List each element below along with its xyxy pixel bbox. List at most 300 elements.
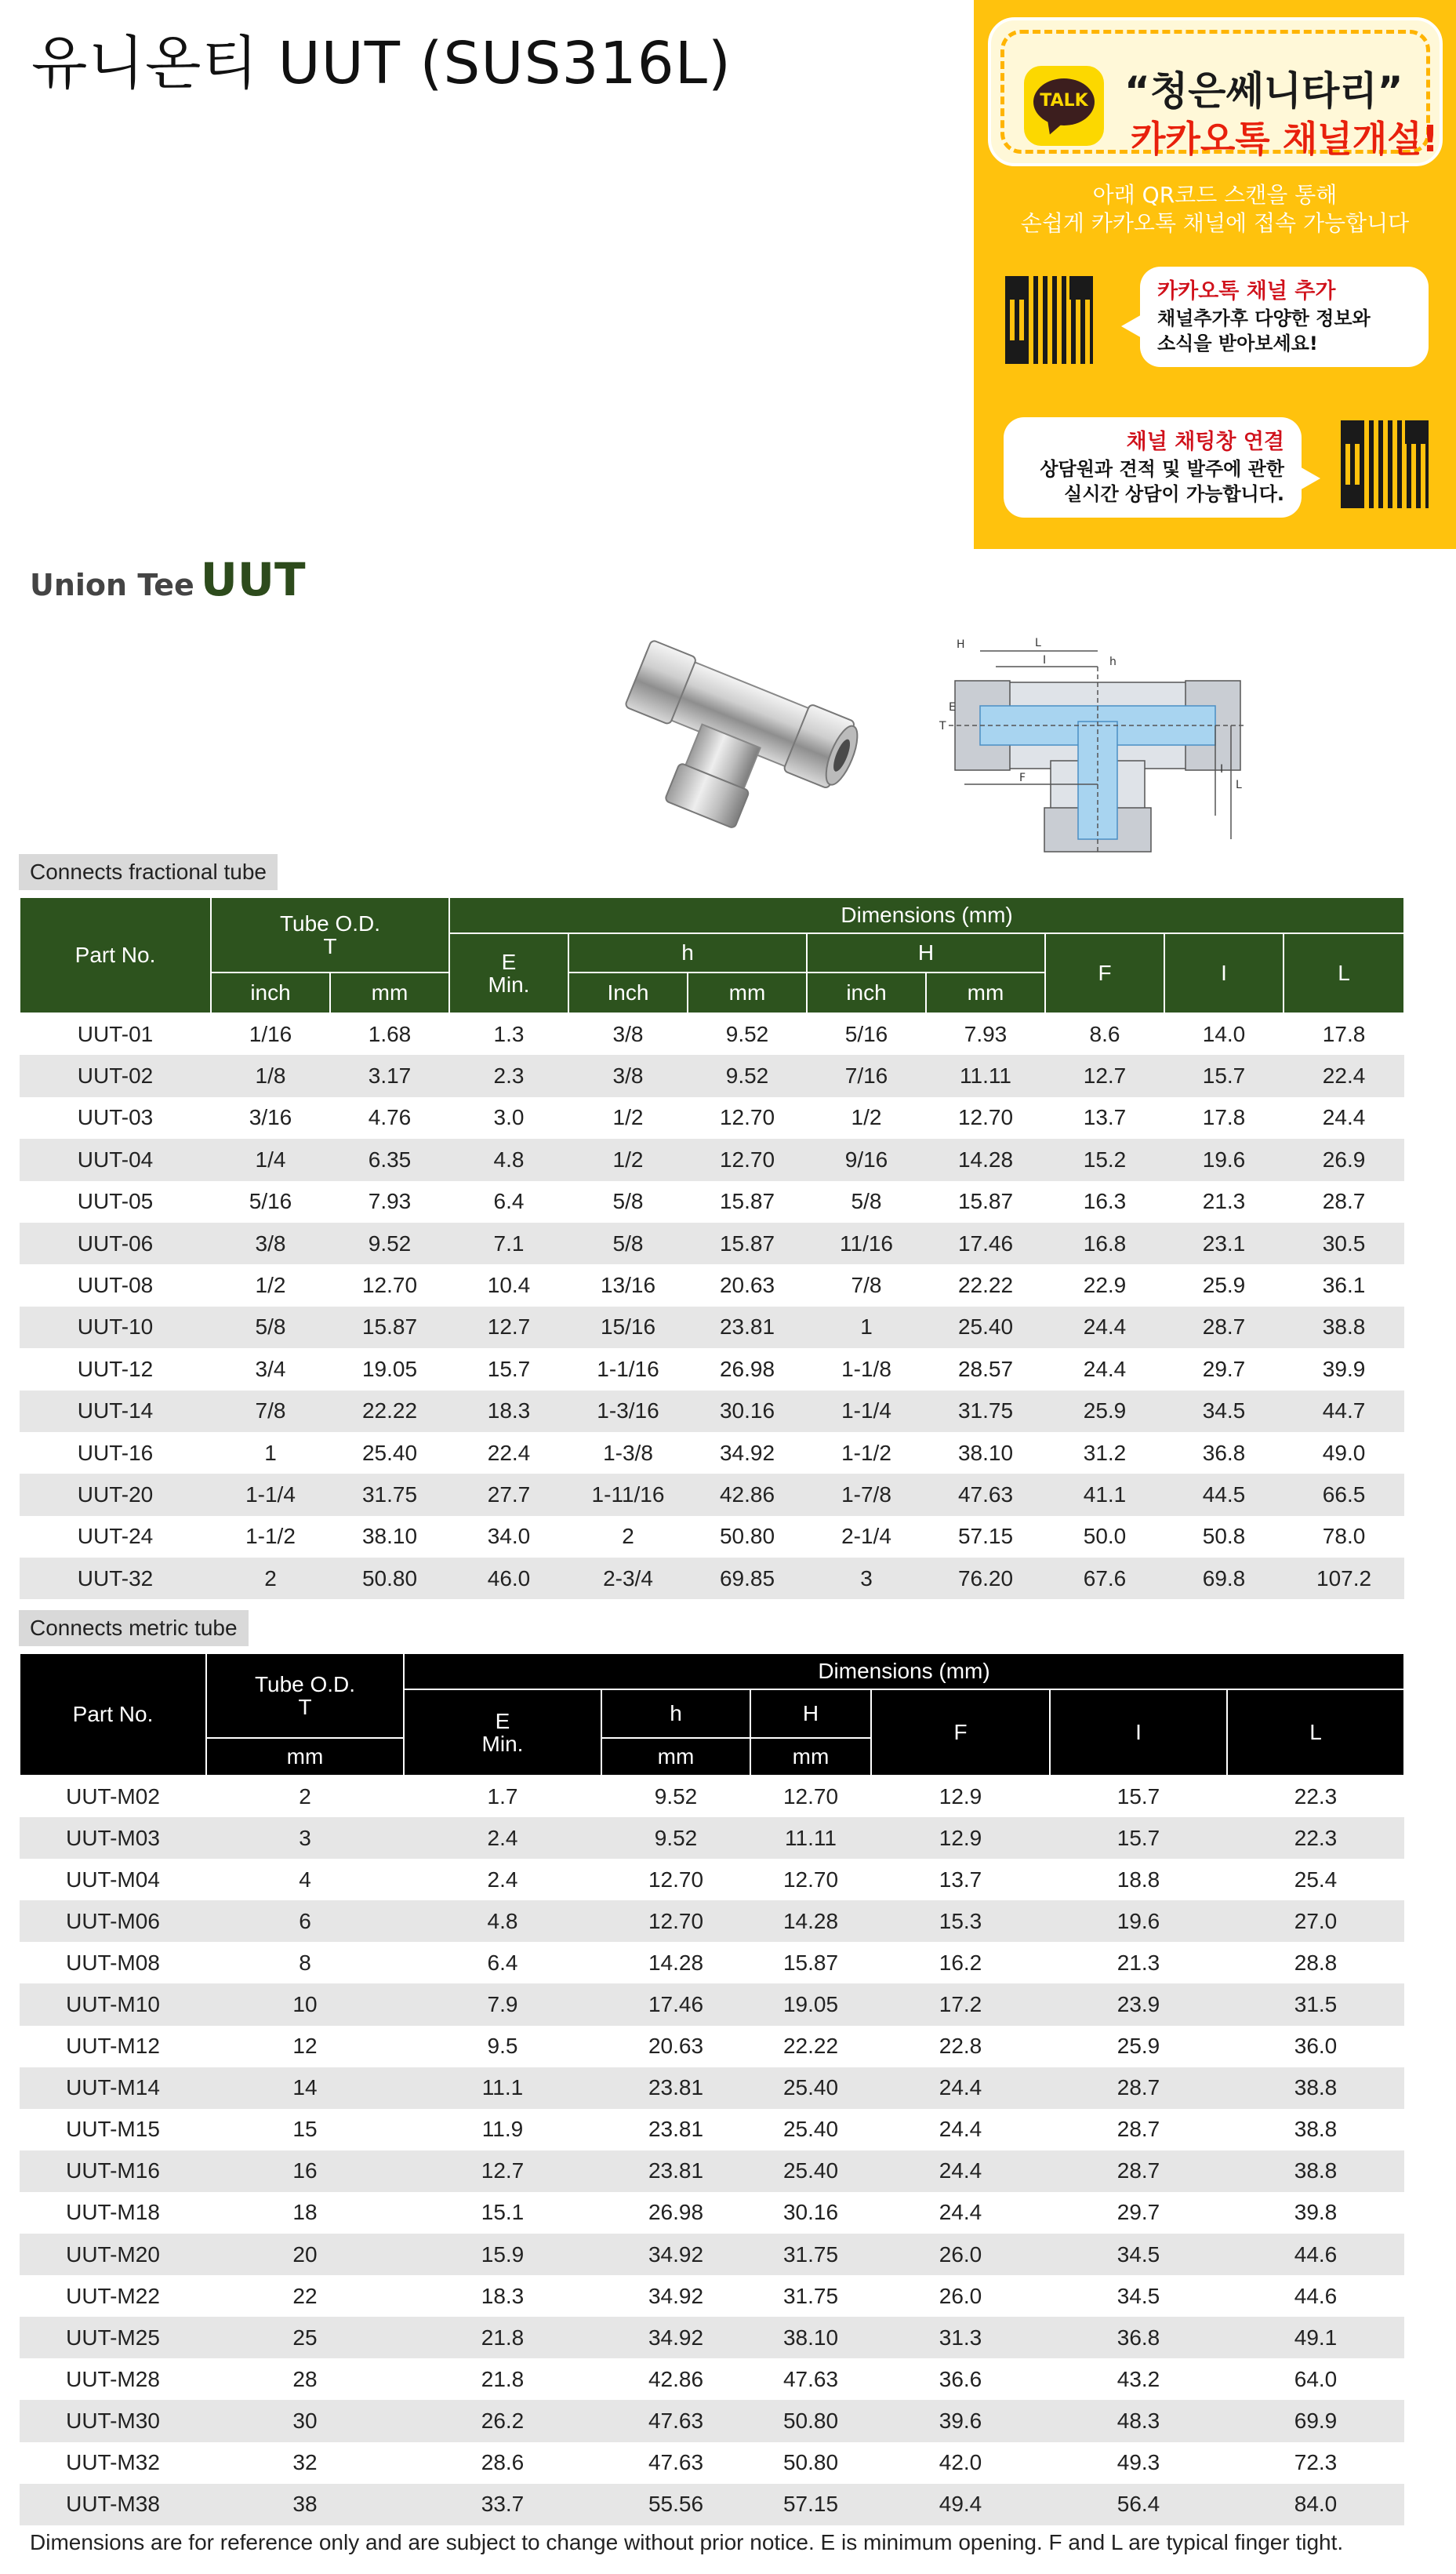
table-cell: 49.3 bbox=[1050, 2442, 1227, 2484]
table-cell: 1-11/16 bbox=[568, 1474, 688, 1515]
table-row bbox=[20, 1983, 1404, 2025]
table-cell: 1/8 bbox=[211, 1055, 330, 1096]
table-cell: 22.3 bbox=[1227, 1776, 1404, 1817]
table-row bbox=[20, 2442, 1404, 2484]
table-row bbox=[20, 2150, 1404, 2192]
table-cell: 15/16 bbox=[568, 1307, 688, 1348]
table-cell: 1/2 bbox=[807, 1097, 926, 1139]
table-cell: 23.1 bbox=[1164, 1223, 1284, 1264]
table-cell: 25.4 bbox=[1227, 1859, 1404, 1900]
table-cell: 57.15 bbox=[926, 1516, 1045, 1558]
table-cell: 31.75 bbox=[330, 1474, 449, 1515]
table-cell: 24.4 bbox=[871, 2109, 1050, 2150]
drawing-label-I-vertical: I bbox=[1220, 763, 1224, 776]
table-cell: 50.80 bbox=[330, 1558, 449, 1599]
part-number-cell: UUT-32 bbox=[20, 1558, 211, 1599]
header-h-inch: Inch bbox=[568, 973, 688, 1013]
table-cell: 66.5 bbox=[1284, 1474, 1404, 1515]
header-H-mm: mm bbox=[926, 973, 1045, 1013]
table-cell: 5/16 bbox=[211, 1181, 330, 1223]
table-cell: 1-3/8 bbox=[568, 1432, 688, 1474]
table-cell: 32 bbox=[206, 2442, 404, 2484]
part-number-cell: UUT-02 bbox=[20, 1055, 211, 1096]
table-cell: 72.3 bbox=[1227, 2442, 1404, 2484]
qr-code-chat-channel[interactable] bbox=[1341, 420, 1429, 508]
table-cell: 23.81 bbox=[601, 2109, 750, 2150]
table-cell: 47.63 bbox=[601, 2442, 750, 2484]
table-cell: 25 bbox=[206, 2317, 404, 2358]
table-row bbox=[20, 1942, 1404, 1983]
table-cell: 15.1 bbox=[404, 2192, 601, 2234]
table-cell: 15.7 bbox=[449, 1348, 568, 1390]
table-cell: 25.40 bbox=[926, 1307, 1045, 1348]
drawing-label-H: H bbox=[957, 638, 965, 651]
table-cell: 29.7 bbox=[1050, 2192, 1227, 2234]
table-cell: 38.8 bbox=[1227, 2109, 1404, 2150]
kakao-scan-line-2: 손쉽게 카카오톡 채널에 접속 가능합니다 bbox=[1020, 210, 1410, 236]
table-cell: 18.8 bbox=[1050, 1859, 1227, 1900]
qr-code-add-channel[interactable] bbox=[1005, 276, 1093, 364]
table-cell: 1.7 bbox=[404, 1776, 601, 1817]
table-cell: 14.0 bbox=[1164, 1013, 1284, 1055]
table-cell: 38.10 bbox=[330, 1516, 449, 1558]
product-heading bbox=[30, 553, 306, 606]
table-cell: 15.7 bbox=[1164, 1055, 1284, 1096]
kakao-banner bbox=[988, 17, 1443, 166]
table-cell: 2.4 bbox=[404, 1859, 601, 1900]
table-cell: 3/8 bbox=[568, 1013, 688, 1055]
table-cell: 26.0 bbox=[871, 2234, 1050, 2275]
table-cell: 27.0 bbox=[1227, 1900, 1404, 1942]
table-cell: 34.92 bbox=[601, 2275, 750, 2317]
table-cell: 18.3 bbox=[449, 1391, 568, 1432]
header-e: E bbox=[501, 949, 517, 974]
table-cell: 14.28 bbox=[601, 1942, 750, 1983]
table-cell: 13/16 bbox=[568, 1264, 688, 1306]
table-cell: 4.8 bbox=[404, 1900, 601, 1942]
table-cell: 6.4 bbox=[449, 1181, 568, 1223]
table-cell: 12 bbox=[206, 2026, 404, 2067]
table-cell: 38.10 bbox=[926, 1432, 1045, 1474]
table-cell: 9.52 bbox=[601, 1817, 750, 1859]
header-h-small: h bbox=[568, 933, 807, 973]
table-cell: 34.5 bbox=[1050, 2275, 1227, 2317]
table-cell: 17.8 bbox=[1164, 1097, 1284, 1139]
table-cell: 25.40 bbox=[750, 2067, 871, 2109]
table-cell: 26.98 bbox=[688, 1348, 807, 1390]
table-cell: 6.4 bbox=[404, 1942, 601, 1983]
part-number-cell: UUT-M20 bbox=[20, 2234, 206, 2275]
drawing-label-E: E bbox=[949, 701, 956, 714]
table-cell: 29.7 bbox=[1164, 1348, 1284, 1390]
table-cell: 4.8 bbox=[449, 1139, 568, 1180]
table-cell: 31.75 bbox=[750, 2234, 871, 2275]
table-cell: 1-1/8 bbox=[807, 1348, 926, 1390]
table-cell: 46.0 bbox=[449, 1558, 568, 1599]
table-cell: 3/8 bbox=[211, 1223, 330, 1264]
part-number-cell: UUT-M10 bbox=[20, 1983, 206, 2025]
table-cell: 7.93 bbox=[330, 1181, 449, 1223]
header-e-min bbox=[449, 933, 568, 1013]
table-cell: 23.9 bbox=[1050, 1983, 1227, 2025]
table-cell: 1-1/16 bbox=[568, 1348, 688, 1390]
table-cell: 7.1 bbox=[449, 1223, 568, 1264]
part-number-cell: UUT-M22 bbox=[20, 2275, 206, 2317]
table-cell: 7.9 bbox=[404, 1983, 601, 2025]
table-row bbox=[20, 2067, 1404, 2109]
table-cell: 14 bbox=[206, 2067, 404, 2109]
kakao-channel-open: 카카오톡 채널개설! bbox=[1131, 118, 1439, 160]
table-cell: 57.15 bbox=[750, 2484, 871, 2525]
table-cell: 20.63 bbox=[601, 2026, 750, 2067]
table-row bbox=[20, 2358, 1404, 2400]
table-cell: 2-3/4 bbox=[568, 1558, 688, 1599]
header-H-inch: inch bbox=[807, 973, 926, 1013]
table-cell: 49.4 bbox=[871, 2484, 1050, 2525]
table-cell: 22.9 bbox=[1045, 1264, 1164, 1306]
table-cell: 11.1 bbox=[404, 2067, 601, 2109]
part-number-cell: UUT-01 bbox=[20, 1013, 211, 1055]
table-cell: 19.6 bbox=[1050, 1900, 1227, 1942]
table-row bbox=[20, 1139, 1404, 1180]
drawing-label-L-vertical: L bbox=[1236, 779, 1242, 791]
table-cell: 26.0 bbox=[871, 2275, 1050, 2317]
table-cell: 12.7 bbox=[449, 1307, 568, 1348]
part-number-cell: UUT-10 bbox=[20, 1307, 211, 1348]
table-cell: 28.7 bbox=[1050, 2150, 1227, 2192]
metric-header-tube-od bbox=[206, 1653, 404, 1738]
table-cell: 28.7 bbox=[1050, 2067, 1227, 2109]
table-cell: 10 bbox=[206, 1983, 404, 2025]
table-cell: 12.9 bbox=[871, 1817, 1050, 1859]
table-cell: 7/8 bbox=[211, 1391, 330, 1432]
table-cell: 33.7 bbox=[404, 2484, 601, 2525]
table-cell: 15.87 bbox=[926, 1181, 1045, 1223]
table-cell: 1-1/2 bbox=[211, 1516, 330, 1558]
header-min: Min. bbox=[488, 973, 530, 997]
table-cell: 3/4 bbox=[211, 1348, 330, 1390]
talk-label: TALK bbox=[1040, 91, 1088, 111]
table-cell: 16.3 bbox=[1045, 1181, 1164, 1223]
table-row bbox=[20, 2484, 1404, 2525]
header-part-no: Part No. bbox=[20, 897, 211, 1013]
metric-header-i: I bbox=[1050, 1689, 1227, 1776]
table-cell: 38 bbox=[206, 2484, 404, 2525]
table-cell: 25.9 bbox=[1050, 2026, 1227, 2067]
header-tube-inch: inch bbox=[211, 973, 330, 1013]
table-cell: 36.8 bbox=[1164, 1432, 1284, 1474]
part-number-cell: UUT-M38 bbox=[20, 2484, 206, 2525]
table-cell: 30 bbox=[206, 2400, 404, 2441]
table-cell: 19.05 bbox=[330, 1348, 449, 1390]
table-cell: 1.3 bbox=[449, 1013, 568, 1055]
table-cell: 6.35 bbox=[330, 1139, 449, 1180]
table-cell: 21.3 bbox=[1050, 1942, 1227, 1983]
table-row bbox=[20, 2317, 1404, 2358]
table-cell: 3 bbox=[206, 1817, 404, 1859]
table-cell: 7/16 bbox=[807, 1055, 926, 1096]
union-tee-photo bbox=[612, 627, 862, 847]
table-cell: 21.3 bbox=[1164, 1181, 1284, 1223]
table-cell: 6 bbox=[206, 1900, 404, 1942]
product-heading-small: Union Tee bbox=[30, 568, 194, 602]
table-cell: 17.46 bbox=[926, 1223, 1045, 1264]
table-cell: 38.8 bbox=[1227, 2067, 1404, 2109]
table-row bbox=[20, 1558, 1404, 1599]
table-cell: 17.46 bbox=[601, 1983, 750, 2025]
union-tee-drawing bbox=[933, 620, 1262, 855]
table-row bbox=[20, 1776, 1404, 1817]
table-cell: 7/8 bbox=[807, 1264, 926, 1306]
part-number-cell: UUT-14 bbox=[20, 1391, 211, 1432]
part-number-cell: UUT-M14 bbox=[20, 2067, 206, 2109]
drawing-label-F: F bbox=[1019, 772, 1026, 784]
table-cell: 1/2 bbox=[568, 1139, 688, 1180]
table-cell: 1-1/2 bbox=[807, 1432, 926, 1474]
table-cell: 28 bbox=[206, 2358, 404, 2400]
table-cell: 12.70 bbox=[601, 1859, 750, 1900]
table-row bbox=[20, 2234, 1404, 2275]
add-channel-line-2: 소식을 받아보세요! bbox=[1157, 333, 1318, 354]
metric-header-min: Min. bbox=[481, 1732, 524, 1756]
table-cell: 12.70 bbox=[688, 1097, 807, 1139]
table-cell: 5/8 bbox=[568, 1181, 688, 1223]
table-cell: 34.5 bbox=[1164, 1391, 1284, 1432]
table-cell: 38.10 bbox=[750, 2317, 871, 2358]
add-channel-callout bbox=[1140, 267, 1429, 367]
table-cell: 15.87 bbox=[330, 1307, 449, 1348]
table-row bbox=[20, 1900, 1404, 1942]
table-cell: 107.2 bbox=[1284, 1558, 1404, 1599]
table-cell: 1 bbox=[807, 1307, 926, 1348]
table-cell: 12.70 bbox=[688, 1139, 807, 1180]
table-cell: 44.6 bbox=[1227, 2234, 1404, 2275]
table-row bbox=[20, 1432, 1404, 1474]
table-cell: 34.92 bbox=[601, 2234, 750, 2275]
part-number-cell: UUT-05 bbox=[20, 1181, 211, 1223]
table-cell: 50.80 bbox=[750, 2400, 871, 2441]
table-cell: 23.81 bbox=[688, 1307, 807, 1348]
table-cell: 78.0 bbox=[1284, 1516, 1404, 1558]
part-number-cell: UUT-03 bbox=[20, 1097, 211, 1139]
table-row bbox=[20, 1264, 1404, 1306]
table-cell: 27.7 bbox=[449, 1474, 568, 1515]
table-cell: 22.22 bbox=[330, 1391, 449, 1432]
table-cell: 8.6 bbox=[1045, 1013, 1164, 1055]
table-cell: 69.8 bbox=[1164, 1558, 1284, 1599]
table-cell: 19.05 bbox=[750, 1983, 871, 2025]
metric-header-H-mm: mm bbox=[750, 1738, 871, 1776]
table-cell: 9.5 bbox=[404, 2026, 601, 2067]
table-cell: 28.6 bbox=[404, 2442, 601, 2484]
table-row bbox=[20, 2275, 1404, 2317]
table-cell: 5/16 bbox=[807, 1013, 926, 1055]
metric-header-tube-od-label: Tube O.D. bbox=[254, 1671, 356, 1696]
table-cell: 22.22 bbox=[926, 1264, 1045, 1306]
table-cell: 12.70 bbox=[750, 1859, 871, 1900]
metric-spec-table bbox=[19, 1652, 1405, 2525]
table-cell: 36.0 bbox=[1227, 2026, 1404, 2067]
table-cell: 15.87 bbox=[688, 1223, 807, 1264]
table-cell: 1 bbox=[211, 1432, 330, 1474]
table-cell: 7.93 bbox=[926, 1013, 1045, 1055]
table-cell: 84.0 bbox=[1227, 2484, 1404, 2525]
table-cell: 12.70 bbox=[750, 1776, 871, 1817]
table-cell: 24.4 bbox=[871, 2150, 1050, 2192]
table-cell: 2 bbox=[211, 1558, 330, 1599]
part-number-cell: UUT-M28 bbox=[20, 2358, 206, 2400]
table-row bbox=[20, 2109, 1404, 2150]
table-cell: 24.4 bbox=[871, 2067, 1050, 2109]
table-cell: 11.11 bbox=[750, 1817, 871, 1859]
table-cell: 43.2 bbox=[1050, 2358, 1227, 2400]
table-cell: 11.11 bbox=[926, 1055, 1045, 1096]
table-cell: 55.56 bbox=[601, 2484, 750, 2525]
table-cell: 1/4 bbox=[211, 1139, 330, 1180]
header-h-big: H bbox=[807, 933, 1045, 973]
table-cell: 23.81 bbox=[601, 2150, 750, 2192]
part-number-cell: UUT-M03 bbox=[20, 1817, 206, 1859]
part-number-cell: UUT-M08 bbox=[20, 1942, 206, 1983]
table-cell: 26.98 bbox=[601, 2192, 750, 2234]
table-cell: 12.7 bbox=[404, 2150, 601, 2192]
table-cell: 2 bbox=[568, 1516, 688, 1558]
table-cell: 36.8 bbox=[1050, 2317, 1227, 2358]
table-row bbox=[20, 1055, 1404, 1096]
table-cell: 10.4 bbox=[449, 1264, 568, 1306]
table-cell: 39.9 bbox=[1284, 1348, 1404, 1390]
header-h-mm: mm bbox=[688, 973, 807, 1013]
table-cell: 31.75 bbox=[750, 2275, 871, 2317]
table-row bbox=[20, 1474, 1404, 1515]
table-cell: 16 bbox=[206, 2150, 404, 2192]
table-cell: 22.3 bbox=[1227, 1817, 1404, 1859]
header-dimensions: Dimensions (mm) bbox=[449, 897, 1404, 933]
part-number-cell: UUT-20 bbox=[20, 1474, 211, 1515]
table-cell: 20.63 bbox=[688, 1264, 807, 1306]
table-cell: 4 bbox=[206, 1859, 404, 1900]
footnote: Dimensions are for reference only and are subject to change without prior notice. E is minimum opening. F and L are typical finger tight. bbox=[30, 2530, 1344, 2554]
table-cell: 1-1/4 bbox=[807, 1391, 926, 1432]
table-cell: 42.86 bbox=[688, 1474, 807, 1515]
table-row bbox=[20, 1391, 1404, 1432]
part-number-cell: UUT-16 bbox=[20, 1432, 211, 1474]
metric-header-h-big: H bbox=[750, 1689, 871, 1738]
chat-channel-line-2: 실시간 상담이 가능합니다. bbox=[1064, 483, 1284, 505]
table-cell: 31.75 bbox=[926, 1391, 1045, 1432]
table-cell: 17.2 bbox=[871, 1983, 1050, 2025]
table-cell: 14.28 bbox=[926, 1139, 1045, 1180]
metric-table-label: Connects metric tube bbox=[19, 1610, 249, 1646]
table-cell: 3 bbox=[807, 1558, 926, 1599]
table-cell: 64.0 bbox=[1227, 2358, 1404, 2400]
table-cell: 69.9 bbox=[1227, 2400, 1404, 2441]
table-cell: 25.9 bbox=[1045, 1391, 1164, 1432]
table-cell: 15.3 bbox=[871, 1900, 1050, 1942]
table-row bbox=[20, 1097, 1404, 1139]
table-cell: 21.8 bbox=[404, 2358, 601, 2400]
table-cell: 15.87 bbox=[750, 1942, 871, 1983]
table-cell: 22 bbox=[206, 2275, 404, 2317]
metric-header-tube-mm: mm bbox=[206, 1738, 404, 1776]
table-cell: 9.52 bbox=[601, 1776, 750, 1817]
table-cell: 50.80 bbox=[688, 1516, 807, 1558]
table-cell: 34.0 bbox=[449, 1516, 568, 1558]
table-row bbox=[20, 1013, 1404, 1055]
table-cell: 26.9 bbox=[1284, 1139, 1404, 1180]
table-row bbox=[20, 1223, 1404, 1264]
kakao-channel-name: “청은쎄니타리” bbox=[1124, 68, 1403, 114]
table-cell: 49.1 bbox=[1227, 2317, 1404, 2358]
table-cell: 22.22 bbox=[750, 2026, 871, 2067]
table-row bbox=[20, 2026, 1404, 2067]
table-cell: 69.85 bbox=[688, 1558, 807, 1599]
table-cell: 12.9 bbox=[871, 1776, 1050, 1817]
header-tube-mm: mm bbox=[330, 973, 449, 1013]
part-number-cell: UUT-24 bbox=[20, 1516, 211, 1558]
part-number-cell: UUT-04 bbox=[20, 1139, 211, 1180]
table-cell: 9/16 bbox=[807, 1139, 926, 1180]
table-cell: 24.4 bbox=[1045, 1348, 1164, 1390]
part-number-cell: UUT-08 bbox=[20, 1264, 211, 1306]
table-row bbox=[20, 1307, 1404, 1348]
table-cell: 28.7 bbox=[1164, 1307, 1284, 1348]
part-number-cell: UUT-M30 bbox=[20, 2400, 206, 2441]
table-row bbox=[20, 1516, 1404, 1558]
part-number-cell: UUT-M18 bbox=[20, 2192, 206, 2234]
table-cell: 31.2 bbox=[1045, 1432, 1164, 1474]
table-cell: 30.16 bbox=[688, 1391, 807, 1432]
table-row bbox=[20, 1348, 1404, 1390]
metric-header-h-mm: mm bbox=[601, 1738, 750, 1776]
table-cell: 12.7 bbox=[1045, 1055, 1164, 1096]
table-cell: 26.2 bbox=[404, 2400, 601, 2441]
table-cell: 3.17 bbox=[330, 1055, 449, 1096]
table-cell: 34.5 bbox=[1050, 2234, 1227, 2275]
table-cell: 30.5 bbox=[1284, 1223, 1404, 1264]
table-cell: 22.4 bbox=[449, 1432, 568, 1474]
table-cell: 1/2 bbox=[568, 1097, 688, 1139]
table-cell: 5/8 bbox=[807, 1181, 926, 1223]
table-cell: 34.92 bbox=[688, 1432, 807, 1474]
chat-channel-line-1: 상담원과 견적 및 발주에 관한 bbox=[1040, 458, 1284, 480]
table-cell: 25.40 bbox=[750, 2150, 871, 2192]
table-cell: 4.76 bbox=[330, 1097, 449, 1139]
table-cell: 2.4 bbox=[404, 1817, 601, 1859]
drawing-label-L: L bbox=[1035, 637, 1041, 649]
header-tube-t: T bbox=[323, 934, 337, 958]
table-cell: 25.40 bbox=[330, 1432, 449, 1474]
metric-header-f: F bbox=[871, 1689, 1050, 1776]
header-f: F bbox=[1045, 933, 1164, 1013]
metric-header-tube-t: T bbox=[298, 1695, 312, 1719]
table-cell: 44.5 bbox=[1164, 1474, 1284, 1515]
table-cell: 5/8 bbox=[211, 1307, 330, 1348]
drawing-label-I: I bbox=[1043, 654, 1047, 667]
metric-header-part-no: Part No. bbox=[20, 1653, 206, 1776]
drawing-label-h: h bbox=[1109, 656, 1117, 668]
table-row bbox=[20, 1859, 1404, 1900]
fractional-spec-table bbox=[19, 896, 1405, 1599]
table-cell: 31.3 bbox=[871, 2317, 1050, 2358]
product-heading-big: UUT bbox=[200, 553, 306, 606]
part-number-cell: UUT-M04 bbox=[20, 1859, 206, 1900]
table-cell: 1.68 bbox=[330, 1013, 449, 1055]
table-cell: 2-1/4 bbox=[807, 1516, 926, 1558]
table-cell: 1-7/8 bbox=[807, 1474, 926, 1515]
table-cell: 19.6 bbox=[1164, 1139, 1284, 1180]
table-cell: 9.52 bbox=[688, 1013, 807, 1055]
